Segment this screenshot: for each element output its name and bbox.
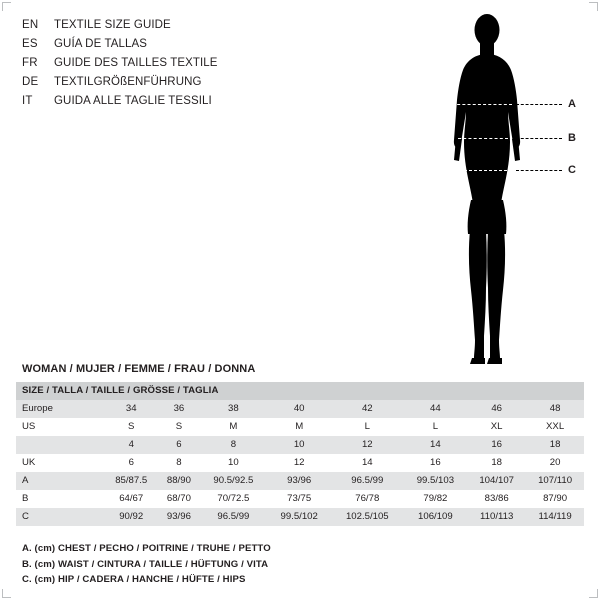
table-row: [16, 490, 584, 508]
cell: 42: [331, 400, 404, 418]
row-label: UK: [22, 457, 36, 468]
table-row: [16, 472, 584, 490]
table-row: [16, 508, 584, 526]
cell: 64/67: [119, 493, 144, 504]
cell: XL: [490, 421, 503, 432]
cell: 93/96: [267, 472, 331, 490]
cell: 46: [467, 400, 526, 418]
hip-measure-line: [454, 170, 512, 171]
figure-label-c: C: [568, 164, 576, 176]
cell: 18: [491, 457, 502, 468]
cell: M: [295, 421, 304, 432]
language-row: [22, 35, 322, 54]
cell: 104/107: [467, 472, 526, 490]
cell: L: [432, 421, 439, 432]
cell: 10: [267, 436, 331, 454]
row-label: B: [22, 493, 29, 504]
cell: 12: [293, 457, 305, 468]
cell: 79/82: [423, 493, 448, 504]
cell: 99.5/102: [267, 508, 331, 526]
row-label: A: [16, 472, 104, 490]
section-title: WOMAN / MUJER / FEMME / FRAU / DONNA: [22, 363, 256, 375]
row-label: C: [16, 508, 104, 526]
corner-mark-bottom-left: [2, 589, 11, 598]
cell: 6: [158, 436, 199, 454]
cell: M: [229, 421, 238, 432]
chest-leader-line: [516, 104, 562, 105]
language-row: [22, 73, 322, 92]
cell: 68/70: [166, 493, 191, 504]
table-row: [16, 400, 584, 418]
language-title: GUIDA ALLE TAGLIE TESSILI: [54, 95, 212, 107]
language-code: EN: [22, 19, 39, 31]
cell: 90.5/92.5: [199, 472, 267, 490]
cell: 73/75: [287, 493, 312, 504]
cell: 14: [361, 457, 373, 468]
hip-leader-line: [516, 170, 562, 171]
cell: 18: [526, 436, 584, 454]
figure-label-a: A: [568, 98, 576, 110]
language-code: IT: [22, 95, 33, 107]
cell: 20: [549, 457, 561, 468]
cell: 10: [228, 457, 239, 468]
cell: 83/86: [484, 493, 509, 504]
legend-item-c: C. (cm) HIP / CADERA / HANCHE / HÜFTE / HIPS: [22, 574, 246, 585]
cell: 16: [467, 436, 526, 454]
language-row: [22, 54, 322, 73]
measurement-legend: [22, 541, 522, 588]
cell: 96.5/99: [199, 508, 267, 526]
cell: 102.5/105: [331, 508, 404, 526]
row-label: Europe: [16, 400, 104, 418]
cell: 93/96: [158, 508, 199, 526]
female-silhouette-icon: [420, 8, 590, 368]
language-row: [22, 92, 322, 111]
cell: 40: [267, 400, 331, 418]
size-table: [16, 382, 584, 526]
chest-measure-line: [452, 104, 512, 105]
cell: 44: [404, 400, 468, 418]
language-title-list: [22, 16, 322, 111]
legend-item-a: A. (cm) CHEST / PECHO / POITRINE / TRUHE / PETTO: [22, 543, 271, 554]
cell: 16: [430, 457, 441, 468]
cell: 8: [176, 457, 182, 468]
cell: 6: [128, 457, 134, 468]
cell: 48: [526, 400, 584, 418]
cell: 8: [199, 436, 267, 454]
row-label: [16, 436, 104, 454]
cell: 34: [104, 400, 158, 418]
cell: 38: [199, 400, 267, 418]
language-title: TEXTILE SIZE GUIDE: [54, 19, 171, 31]
waist-leader-line: [516, 138, 562, 139]
cell: 88/90: [158, 472, 199, 490]
cell: 87/90: [543, 493, 568, 504]
language-code: FR: [22, 57, 38, 69]
cell: 70/72.5: [217, 493, 250, 504]
table-header-label: SIZE / TALLA / TAILLE / GRÖSSE / TAGLIA: [16, 382, 584, 400]
language-code: ES: [22, 38, 38, 50]
cell: 12: [331, 436, 404, 454]
language-code: DE: [22, 76, 39, 88]
corner-mark-bottom-right: [589, 589, 598, 598]
cell: S: [175, 421, 183, 432]
corner-mark-top-left: [2, 2, 11, 11]
cell: 36: [158, 400, 199, 418]
cell: 110/113: [467, 508, 526, 526]
cell: 85/87.5: [104, 472, 158, 490]
cell: 96.5/99: [331, 472, 404, 490]
corner-mark-top-right: [589, 2, 598, 11]
table-header-row: [16, 382, 584, 400]
cell: S: [128, 421, 135, 432]
body-figure: [420, 8, 590, 368]
language-title: GUÍA DE TALLAS: [54, 38, 148, 50]
cell: XXL: [546, 421, 565, 432]
table-row: [16, 436, 584, 454]
language-row: [22, 16, 322, 35]
cell: L: [364, 421, 370, 432]
cell: 107/110: [526, 472, 584, 490]
table-row: [16, 454, 584, 472]
cell: 76/78: [355, 493, 380, 504]
language-title: GUIDE DES TAILLES TEXTILE: [54, 57, 218, 69]
cell: 90/92: [104, 508, 158, 526]
figure-label-b: B: [568, 132, 576, 144]
row-label: US: [22, 421, 36, 432]
cell: 99.5/103: [404, 472, 468, 490]
cell: 106/109: [404, 508, 468, 526]
waist-measure-line: [458, 138, 508, 139]
cell: 114/119: [526, 508, 584, 526]
table-row: [16, 418, 584, 436]
legend-item-b: B. (cm) WAIST / CINTURA / TAILLE / HÜFTUNG / VITA: [22, 558, 269, 570]
cell: 14: [404, 436, 468, 454]
language-title: TEXTILGRÖßENFÜHRUNG: [54, 76, 202, 88]
cell: 4: [104, 436, 158, 454]
